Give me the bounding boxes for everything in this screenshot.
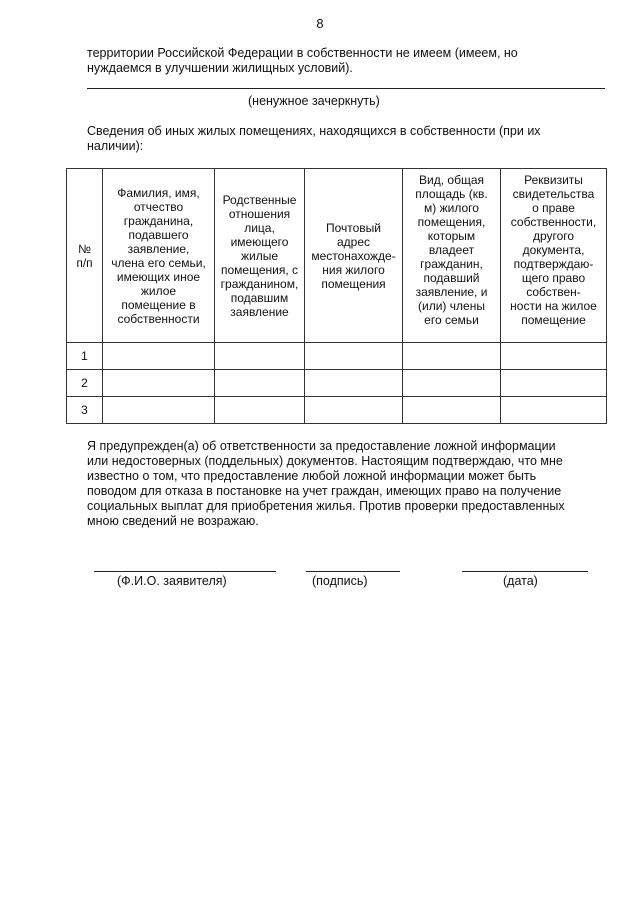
- table-row: [67, 370, 607, 397]
- row-number: 1: [67, 343, 103, 370]
- header-full-name: Фамилия, имя, отчество гражданина, подавшего заявление, члена его семьи, имеющих иное жилое помещение в собственности: [103, 169, 215, 343]
- date-line[interactable]: [462, 571, 588, 572]
- signature-line[interactable]: [306, 571, 400, 572]
- table-row: [67, 343, 607, 370]
- fio-line[interactable]: [94, 571, 276, 572]
- cell-postal-address[interactable]: [305, 370, 403, 397]
- cell-type-area[interactable]: [403, 370, 501, 397]
- cell-relationship[interactable]: [215, 370, 305, 397]
- strike-underline: [87, 88, 605, 89]
- cell-certificate-details[interactable]: [501, 397, 607, 424]
- cell-type-area[interactable]: [403, 397, 501, 424]
- table-row: [67, 397, 607, 424]
- warning-line: известно о том, что предоставление любой ложной информации может быть: [87, 469, 537, 483]
- strike-note: (ненужное зачеркнуть): [248, 94, 380, 108]
- warning-line: Я предупрежден(а) об ответственности за предоставление ложной информации: [87, 439, 556, 453]
- signature-caption: (подпись): [312, 574, 368, 588]
- liability-warning: [87, 439, 609, 529]
- warning-line: или недостоверных (поддельных) документов. Настоящим подтверждаю, что мне: [87, 454, 563, 468]
- warning-line: мною сведений не возражаю.: [87, 514, 259, 528]
- cell-relationship[interactable]: [215, 343, 305, 370]
- cell-certificate-details[interactable]: [501, 370, 607, 397]
- cell-postal-address[interactable]: [305, 343, 403, 370]
- header-certificate-details: Реквизиты свидетельства о праве собственности, другого документа, подтверждаю- щего право собствен- ности на жилое помещение: [501, 169, 607, 343]
- page-number: 8: [316, 16, 324, 31]
- dwellings-table: [66, 168, 607, 424]
- cell-postal-address[interactable]: [305, 397, 403, 424]
- warning-line: социальных выплат для приобретения жилья. Против проверки предоставленных: [87, 499, 565, 513]
- header-relationship: Родственные отношения лица, имеющего жилые помещения, с гражданином, подавшим заявление: [215, 169, 305, 343]
- other-dwellings-line-1: Сведения об иных жилых помещениях, находящихся в собственности (при их: [87, 124, 541, 138]
- cell-full-name[interactable]: [103, 370, 215, 397]
- cell-certificate-details[interactable]: [501, 343, 607, 370]
- header-postal-address: Почтовый адрес местонахожде- ния жилого помещения: [305, 169, 403, 343]
- table-header-row: [67, 169, 607, 343]
- cell-relationship[interactable]: [215, 397, 305, 424]
- cell-type-area[interactable]: [403, 343, 501, 370]
- other-dwellings-intro: [87, 124, 607, 154]
- ownership-statement: [87, 46, 607, 76]
- other-dwellings-line-2: наличии):: [87, 139, 144, 153]
- ownership-statement-line-1: территории Российской Федерации в собственности не имеем (имеем, но: [87, 46, 518, 60]
- warning-line: поводом для отказа в постановке на учет граждан, имеющих право на получение: [87, 484, 562, 498]
- header-number: № п/п: [67, 169, 103, 343]
- date-caption: (дата): [503, 574, 538, 588]
- row-number: 3: [67, 397, 103, 424]
- fio-caption: (Ф.И.О. заявителя): [117, 574, 227, 588]
- header-type-area: Вид, общая площадь (кв. м) жилого помещения, которым владеет гражданин, подавший заявление, и (или) члены его семьи: [403, 169, 501, 343]
- cell-full-name[interactable]: [103, 397, 215, 424]
- row-number: 2: [67, 370, 103, 397]
- cell-full-name[interactable]: [103, 343, 215, 370]
- ownership-statement-line-2: нуждаемся в улучшении жилищных условий).: [87, 61, 353, 75]
